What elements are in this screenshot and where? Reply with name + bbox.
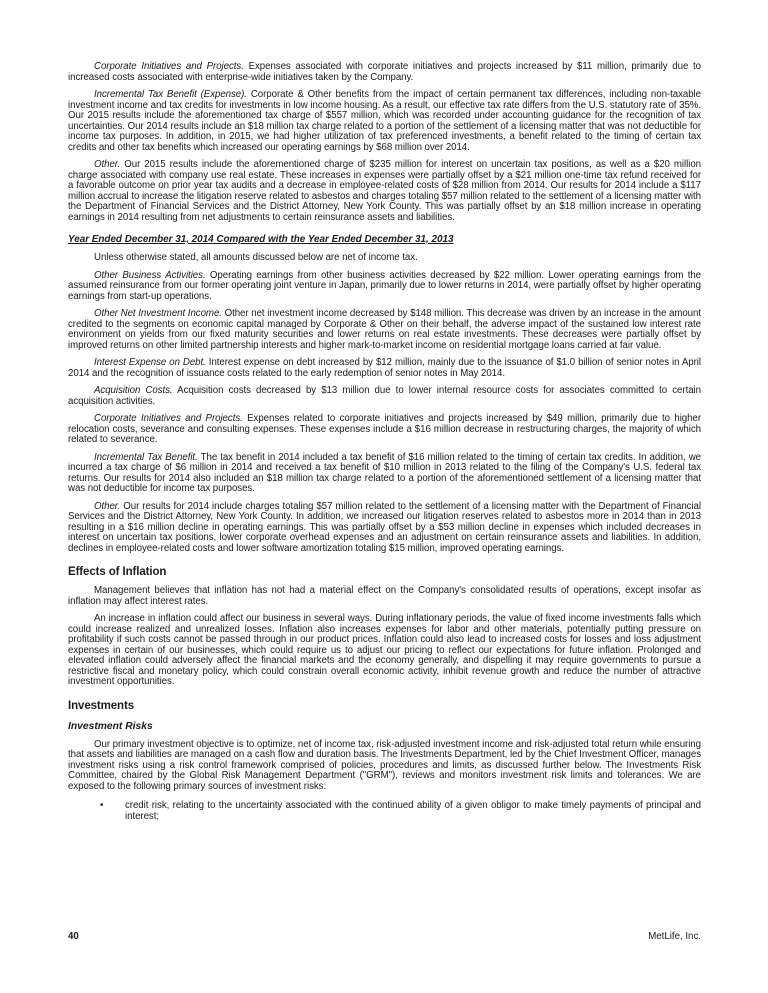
para-incremental-tax-2014	[68, 453, 701, 495]
para-other-2015	[68, 160, 701, 223]
para-lead: Other Business Activities.	[94, 269, 206, 281]
para-lead: Corporate Initiatives and Projects.	[94, 61, 244, 72]
para-other-business-activities	[68, 271, 701, 303]
page-content	[68, 62, 701, 822]
heading-year-ended-2014-vs-2013: Year Ended December 31, 2014 Compared with the Year Ended December 31, 2013	[68, 234, 454, 245]
heading-investment-risks: Investment Risks	[68, 720, 153, 732]
para-lead: Incremental Tax Benefit.	[94, 451, 198, 463]
para-text: Management believes that inflation has not had a material effect on the Company's consolidated results of operations, except insofar as inflation may affect interest rates.	[68, 585, 701, 607]
para-other-net-investment-income	[68, 309, 701, 351]
para-lead: Incremental Tax Benefit (Expense).	[94, 89, 247, 100]
bullet-icon: •	[100, 800, 104, 811]
para-text: An increase in inflation could affect our business in several ways. During inflationary periods, the value of fixed income investments falls which could increase realized and unrealized losses. Inflation also increases expenses for labor and other materials, potentially putting pressure on profitability if such costs cannot be passed through in our product prices. Inflation could also lead to increased costs for losses and loss adjustment expenses in certain of our businesses, which could require us to adjust our pricing to reflect our expectations for future inflation. Prolonged and elevated inflation could adversely affect the financial markets and the economy generally, and dispelling it may require governments to pursue a restrictive fiscal and monetary policy, which could constrain overall economic activity, inhibit revenue growth and reduce the number of attractive investment opportunities.	[68, 613, 701, 687]
para-lead: Interest Expense on Debt.	[94, 357, 206, 368]
para-lead: Corporate Initiatives and Projects.	[94, 413, 243, 424]
heading-effects-of-inflation: Effects of Inflation	[68, 566, 167, 578]
para-other-2014	[68, 502, 701, 555]
para-text: Acquisition costs decreased by $13 million due to lower internal resource costs for associates committed to certain acquisition activities.	[68, 385, 701, 407]
para-lead: Other.	[94, 500, 121, 512]
para-text: Unless otherwise stated, all amounts discussed below are net of income tax.	[94, 252, 418, 263]
para-text: The tax benefit in 2014 included a tax benefit of $16 million related to the timing of certain tax credits. In addition, we incurred a tax charge of $6 million in 2014 and received a tax benefit of $10 million in 2013 related to the filing of the Company's U.S. federal tax returns. Our results for 2014 also included an $18 million tax charge related to a portion of the aforementioned settlement of a licensing matter that was not deductible for income tax purposes.	[68, 451, 701, 494]
para-text: Our 2015 results include the aforementioned charge of $235 million for interest on uncertain tax positions, as well as a $20 million charge associated with company use real estate. These increases in expenses were partially offset by a $21 million one-time tax refund received for a favorable outcome on prior year tax audits and a decrease in employee-related costs of $28 million from 2014. Our results for 2014 include a $117 million accrual to increase the litigation reserve related to asbestos and charges totaling $57 million related to the settlement of a licensing matter with the Department of Financial Services and the District Attorney, New York County. This was partially offset by an $18 million increase in operating earnings in 2014 resulting from net adjustments to certain reinsurance assets and liabilities.	[68, 159, 701, 223]
para-text: Interest expense on debt increased by $12 million, mainly due to the issuance of $1.0 billion of senior notes in April 2014 and the recognition of issuance costs related to the early redemption of senior notes in May 2014.	[68, 357, 701, 379]
para-text: Operating earnings from other business activities decreased by $22 million. Lower operating earnings from the assumed reinsurance from our former operating joint venture in Japan, primarily due to lower returns in 2014, were partially offset by higher operating earnings from start-up operations.	[68, 269, 702, 302]
para-inflation-1	[68, 586, 701, 607]
bullet-item-credit-risk	[100, 801, 701, 822]
page-number: 40	[68, 931, 79, 942]
para-text: Expenses associated with corporate initiatives and projects increased by $11 million, primarily due to increased costs associated with enterprise-wide initiatives taken by the Company.	[68, 61, 701, 83]
para-inflation-2	[68, 614, 701, 688]
bullet-text: credit risk, relating to the uncertainty associated with the continued ability of a given obligor to make timely payments of principal and interest;	[125, 800, 701, 822]
para-text: Expenses related to corporate initiatives and projects increased by $49 million, primarily due to higher relocation costs, severance and consulting expenses. These expenses include a $16 million decrease in restructuring charges, the majority of which related to severance.	[68, 413, 701, 445]
para-corporate-initiatives-2015	[68, 62, 701, 83]
para-lead: Other.	[94, 159, 121, 170]
para-corporate-initiatives-2014	[68, 414, 701, 446]
page-footer	[68, 931, 701, 942]
para-text: Corporate & Other benefits from the impact of certain permanent tax differences, including non-taxable investment income and tax credits for investments in low income housing. As a result, our effective tax rate differs from the U.S. statutory rate of 35%. Our 2015 results include the aforementioned tax charge of $557 million, which was recorded under accounting guidance for the recognition of tax uncertainties. Our 2014 results include an $18 million tax charge related to a portion of the settlement of a licensing matter that was not deductible for income tax purposes. In addition, in 2015, we had higher utilization of tax preferenced investments, a benefit related to the timing of certain tax credits and other tax benefits which increased our operating earnings by $68 million over 2014.	[68, 89, 701, 153]
para-lead: Other Net Investment Income.	[94, 308, 222, 319]
para-interest-expense-on-debt	[68, 358, 701, 379]
para-acquisition-costs	[68, 386, 701, 407]
para-text: Our results for 2014 include charges totaling $57 million related to the settlement of a licensing matter with the Department of Financial Services and the District Attorney, New York County. In addition, we increased our litigation reserves related to asbestos more in 2014 than in 2013 resulting in a $16 million decline in operating earnings. This was partially offset by a $53 million decline in expenses which included decreases in interest on uncertain tax positions, lower corporate overhead expenses and an adjustment on certain reinsurance assets and liabilities. In addition, declines in employee-related costs and lower software amortization totaling $15 million, improved operating earnings.	[68, 500, 701, 554]
para-investment-risks-intro	[68, 740, 701, 793]
para-lead: Acquisition Costs.	[94, 385, 173, 396]
para-incremental-tax-2015	[68, 90, 701, 153]
para-text: Other net investment income decreased by $148 million. This decrease was driven by an increase in the amount credited to the segments on economic capital managed by Corporate & Other on their behalf, the adverse impact of the sustained low interest rate environment on yields from our fixed maturity securities and lower returns on real estate investments. These decreases were partially offset by improved returns on other limited partnership interests and higher mark-to-market income on residential mortgage loans carried at fair value.	[68, 308, 701, 351]
para-text: Our primary investment objective is to optimize, net of income tax, risk-adjusted investment income and risk-adjusted total return while ensuring that assets and liabilities are managed on a cash flow and duration basis. The Investments Department, led by the Chief Investment Officer, manages investment risks using a risk control framework comprised of policies, procedures and limits, as discussed further below. The Investments Risk Committee, chaired by the Global Risk Management Department ("GRM"), reviews and monitors investment risk limits and tolerances. We are exposed to the following primary sources of investment risks:	[68, 738, 701, 792]
footer-company-name: MetLife, Inc.	[648, 931, 701, 942]
para-net-of-income-tax-note	[68, 253, 701, 264]
heading-investments: Investments	[68, 699, 135, 712]
